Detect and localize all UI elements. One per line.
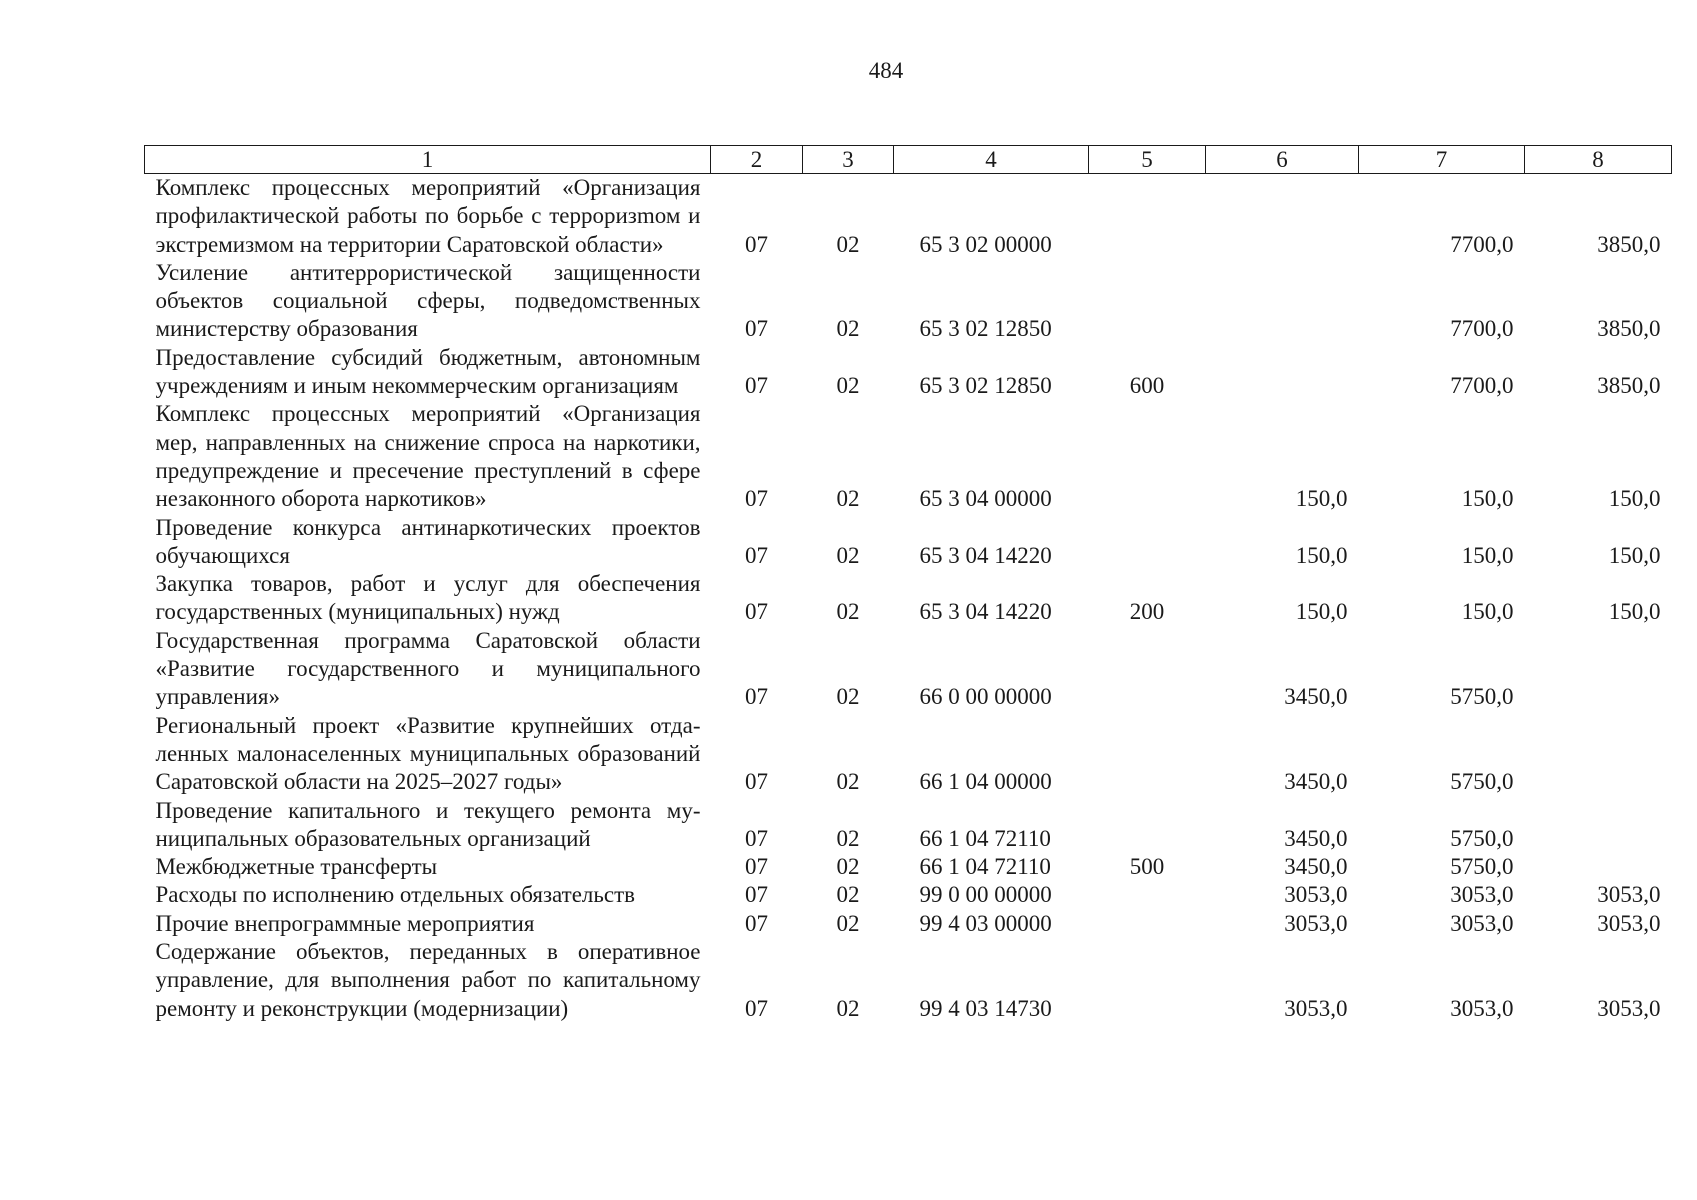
row-name: Комплекс процессных мероприятий «Организация профилактической работы по борьбе с терроризmом и экстремизмом на территории Саратовской области» <box>155 175 701 257</box>
amount-col-6: 150,0 <box>1295 599 1348 625</box>
expense-type-code: 200 <box>1129 599 1165 625</box>
amount-col-6: 3450,0 <box>1284 854 1348 880</box>
row-name: Межбюджетные трансферты <box>155 854 438 880</box>
amount-col-6: 3450,0 <box>1284 769 1348 795</box>
subsection-code: 02 <box>836 542 860 568</box>
amount-col-7: 150,0 <box>1461 599 1514 625</box>
table-row <box>145 853 1672 881</box>
target-article-code: 99 4 03 00000 <box>919 910 1052 936</box>
amount-col-8: 3053,0 <box>1597 995 1661 1021</box>
row-name: Закупка товаров, работ и услуг для обеспечения государственных (муниципальных) нужд <box>155 571 701 625</box>
amount-col-6: 3450,0 <box>1284 684 1348 710</box>
subsection-code: 02 <box>836 769 860 795</box>
target-article-code: 65 3 04 00000 <box>919 486 1052 512</box>
subsection-code: 02 <box>836 995 860 1021</box>
row-name: Проведение конкурса антинаркотических проектов обучающихся <box>155 514 701 568</box>
row-name: Содержание объектов, переданных в оперативное управление, для выполнения работ по капитальному ремонту и реконструкции (модернизации) <box>155 939 701 1021</box>
column-header-3: 3 <box>803 146 894 174</box>
subsection-code: 02 <box>836 316 860 342</box>
expense-type-code <box>1089 627 1206 712</box>
section-code: 07 <box>745 684 768 710</box>
amount-col-8: 3850,0 <box>1597 231 1661 257</box>
section-code: 07 <box>745 825 768 851</box>
column-header-7: 7 <box>1359 146 1525 174</box>
subsection-code: 02 <box>836 231 860 257</box>
row-name: Государственная программа Саратовской области «Развитие государственного и муниципального управления» <box>155 627 701 710</box>
row-name: Усиление антитеррористической защищенности объектов социальной сферы, подведомственных министерству образования <box>155 259 701 342</box>
column-header-5: 5 <box>1089 146 1206 174</box>
amount-col-6: 3450,0 <box>1284 825 1348 851</box>
subsection-code: 02 <box>836 684 860 710</box>
target-article-code: 66 1 04 72110 <box>919 854 1051 880</box>
amount-col-8: 3850,0 <box>1597 316 1661 342</box>
amount-col-7: 7700,0 <box>1450 231 1514 257</box>
amount-col-8: 150,0 <box>1608 599 1661 625</box>
amount-col-8 <box>1525 797 1672 854</box>
section-code: 07 <box>745 542 768 568</box>
expense-type-code: 500 <box>1129 854 1165 880</box>
subsection-code: 02 <box>836 373 860 399</box>
amount-col-8 <box>1525 712 1672 797</box>
table-row <box>145 400 1672 513</box>
column-header-2: 2 <box>711 146 803 174</box>
section-code: 07 <box>745 231 768 257</box>
table-row <box>145 712 1672 797</box>
expense-type-code <box>1089 797 1206 854</box>
amount-col-7: 5750,0 <box>1450 684 1514 710</box>
section-code: 07 <box>745 854 768 880</box>
section-code: 07 <box>745 769 768 795</box>
amount-col-7: 5750,0 <box>1450 825 1514 851</box>
amount-col-8 <box>1525 627 1672 712</box>
table-row <box>145 570 1672 627</box>
target-article-code: 65 3 02 12850 <box>919 316 1052 342</box>
amount-col-8: 3053,0 <box>1597 910 1661 936</box>
amount-col-8: 3053,0 <box>1597 882 1661 908</box>
amount-col-6 <box>1206 344 1359 401</box>
amount-col-8: 3850,0 <box>1597 373 1661 399</box>
table-row <box>145 910 1672 938</box>
row-name: Комплекс процессных мероприятий «Организация мер, направленных на снижение спроса на наркотики, предупреждение и пресечение преступлений в сфере незаконного оборота наркотиков» <box>155 401 701 512</box>
column-header-1: 1 <box>145 146 711 174</box>
amount-col-8 <box>1525 853 1672 881</box>
table-row <box>145 627 1672 712</box>
expense-type-code <box>1089 259 1206 344</box>
column-header-8: 8 <box>1525 146 1672 174</box>
expense-type-code <box>1089 400 1206 513</box>
amount-col-7: 3053,0 <box>1450 995 1514 1021</box>
expense-type-code <box>1089 712 1206 797</box>
amount-col-7: 3053,0 <box>1450 910 1514 936</box>
table-row <box>145 174 1672 259</box>
section-code: 07 <box>745 373 768 399</box>
amount-col-6 <box>1206 174 1359 259</box>
target-article-code: 65 3 04 14220 <box>919 542 1052 568</box>
table-row <box>145 938 1672 1023</box>
section-code: 07 <box>745 316 768 342</box>
subsection-code: 02 <box>836 825 860 851</box>
table-row <box>145 344 1672 401</box>
subsection-code: 02 <box>836 910 860 936</box>
budget-table <box>144 145 1672 1023</box>
expense-type-code <box>1089 910 1206 938</box>
amount-col-8: 150,0 <box>1608 542 1661 568</box>
amount-col-6: 3053,0 <box>1284 910 1348 936</box>
table-row <box>145 797 1672 854</box>
amount-col-7: 150,0 <box>1461 542 1514 568</box>
expense-type-code: 600 <box>1129 373 1165 399</box>
target-article-code: 65 3 04 14220 <box>919 599 1052 625</box>
row-name: Прочие внепрограммные мероприятия <box>155 910 535 936</box>
amount-col-6: 3053,0 <box>1284 882 1348 908</box>
amount-col-6: 150,0 <box>1295 486 1348 512</box>
expense-type-code <box>1089 881 1206 909</box>
target-article-code: 66 1 04 72110 <box>919 825 1051 851</box>
amount-col-8: 150,0 <box>1608 486 1661 512</box>
section-code: 07 <box>745 599 768 625</box>
target-article-code: 66 0 00 00000 <box>919 684 1052 710</box>
row-name: Региональный проект «Развитие крупнейших отдаленных малонаселенных муниципальных образований Саратовской области на 2025–2027 годы» <box>155 712 701 795</box>
subsection-code: 02 <box>836 854 860 880</box>
column-header-6: 6 <box>1206 146 1359 174</box>
expense-type-code <box>1089 514 1206 571</box>
table-body <box>145 174 1672 1023</box>
section-code: 07 <box>745 910 768 936</box>
target-article-code: 99 4 03 14730 <box>919 995 1052 1021</box>
amount-col-7: 5750,0 <box>1450 769 1514 795</box>
subsection-code: 02 <box>836 599 860 625</box>
section-code: 07 <box>745 995 768 1021</box>
amount-col-6: 150,0 <box>1295 542 1348 568</box>
table-row <box>145 514 1672 571</box>
target-article-code: 65 3 02 00000 <box>919 231 1052 257</box>
amount-col-7: 150,0 <box>1461 486 1514 512</box>
row-name: Проведение капитального и текущего ремонта муниципальных образовательных организаций <box>155 797 701 851</box>
page-number: 484 <box>868 58 904 83</box>
column-number-header <box>145 146 1672 174</box>
subsection-code: 02 <box>836 486 860 512</box>
target-article-code: 65 3 02 12850 <box>919 373 1052 399</box>
amount-col-6: 3053,0 <box>1284 995 1348 1021</box>
target-article-code: 66 1 04 00000 <box>919 769 1052 795</box>
expense-type-code <box>1089 938 1206 1023</box>
expense-type-code <box>1089 174 1206 259</box>
table-row <box>145 881 1672 909</box>
amount-col-7: 3053,0 <box>1450 882 1514 908</box>
subsection-code: 02 <box>836 882 860 908</box>
target-article-code: 99 0 00 00000 <box>919 882 1052 908</box>
amount-col-7: 5750,0 <box>1450 854 1514 880</box>
amount-col-7: 7700,0 <box>1450 373 1514 399</box>
row-name: Расходы по исполнению отдельных обязательств <box>155 882 635 908</box>
amount-col-6 <box>1206 259 1359 344</box>
amount-col-7: 7700,0 <box>1450 316 1514 342</box>
column-header-4: 4 <box>894 146 1089 174</box>
row-name: Предоставление субсидий бюджетным, автономным учреждениям и иным некоммерческим организациям <box>155 344 701 399</box>
section-code: 07 <box>745 486 768 512</box>
section-code: 07 <box>745 882 768 908</box>
table-row <box>145 259 1672 344</box>
